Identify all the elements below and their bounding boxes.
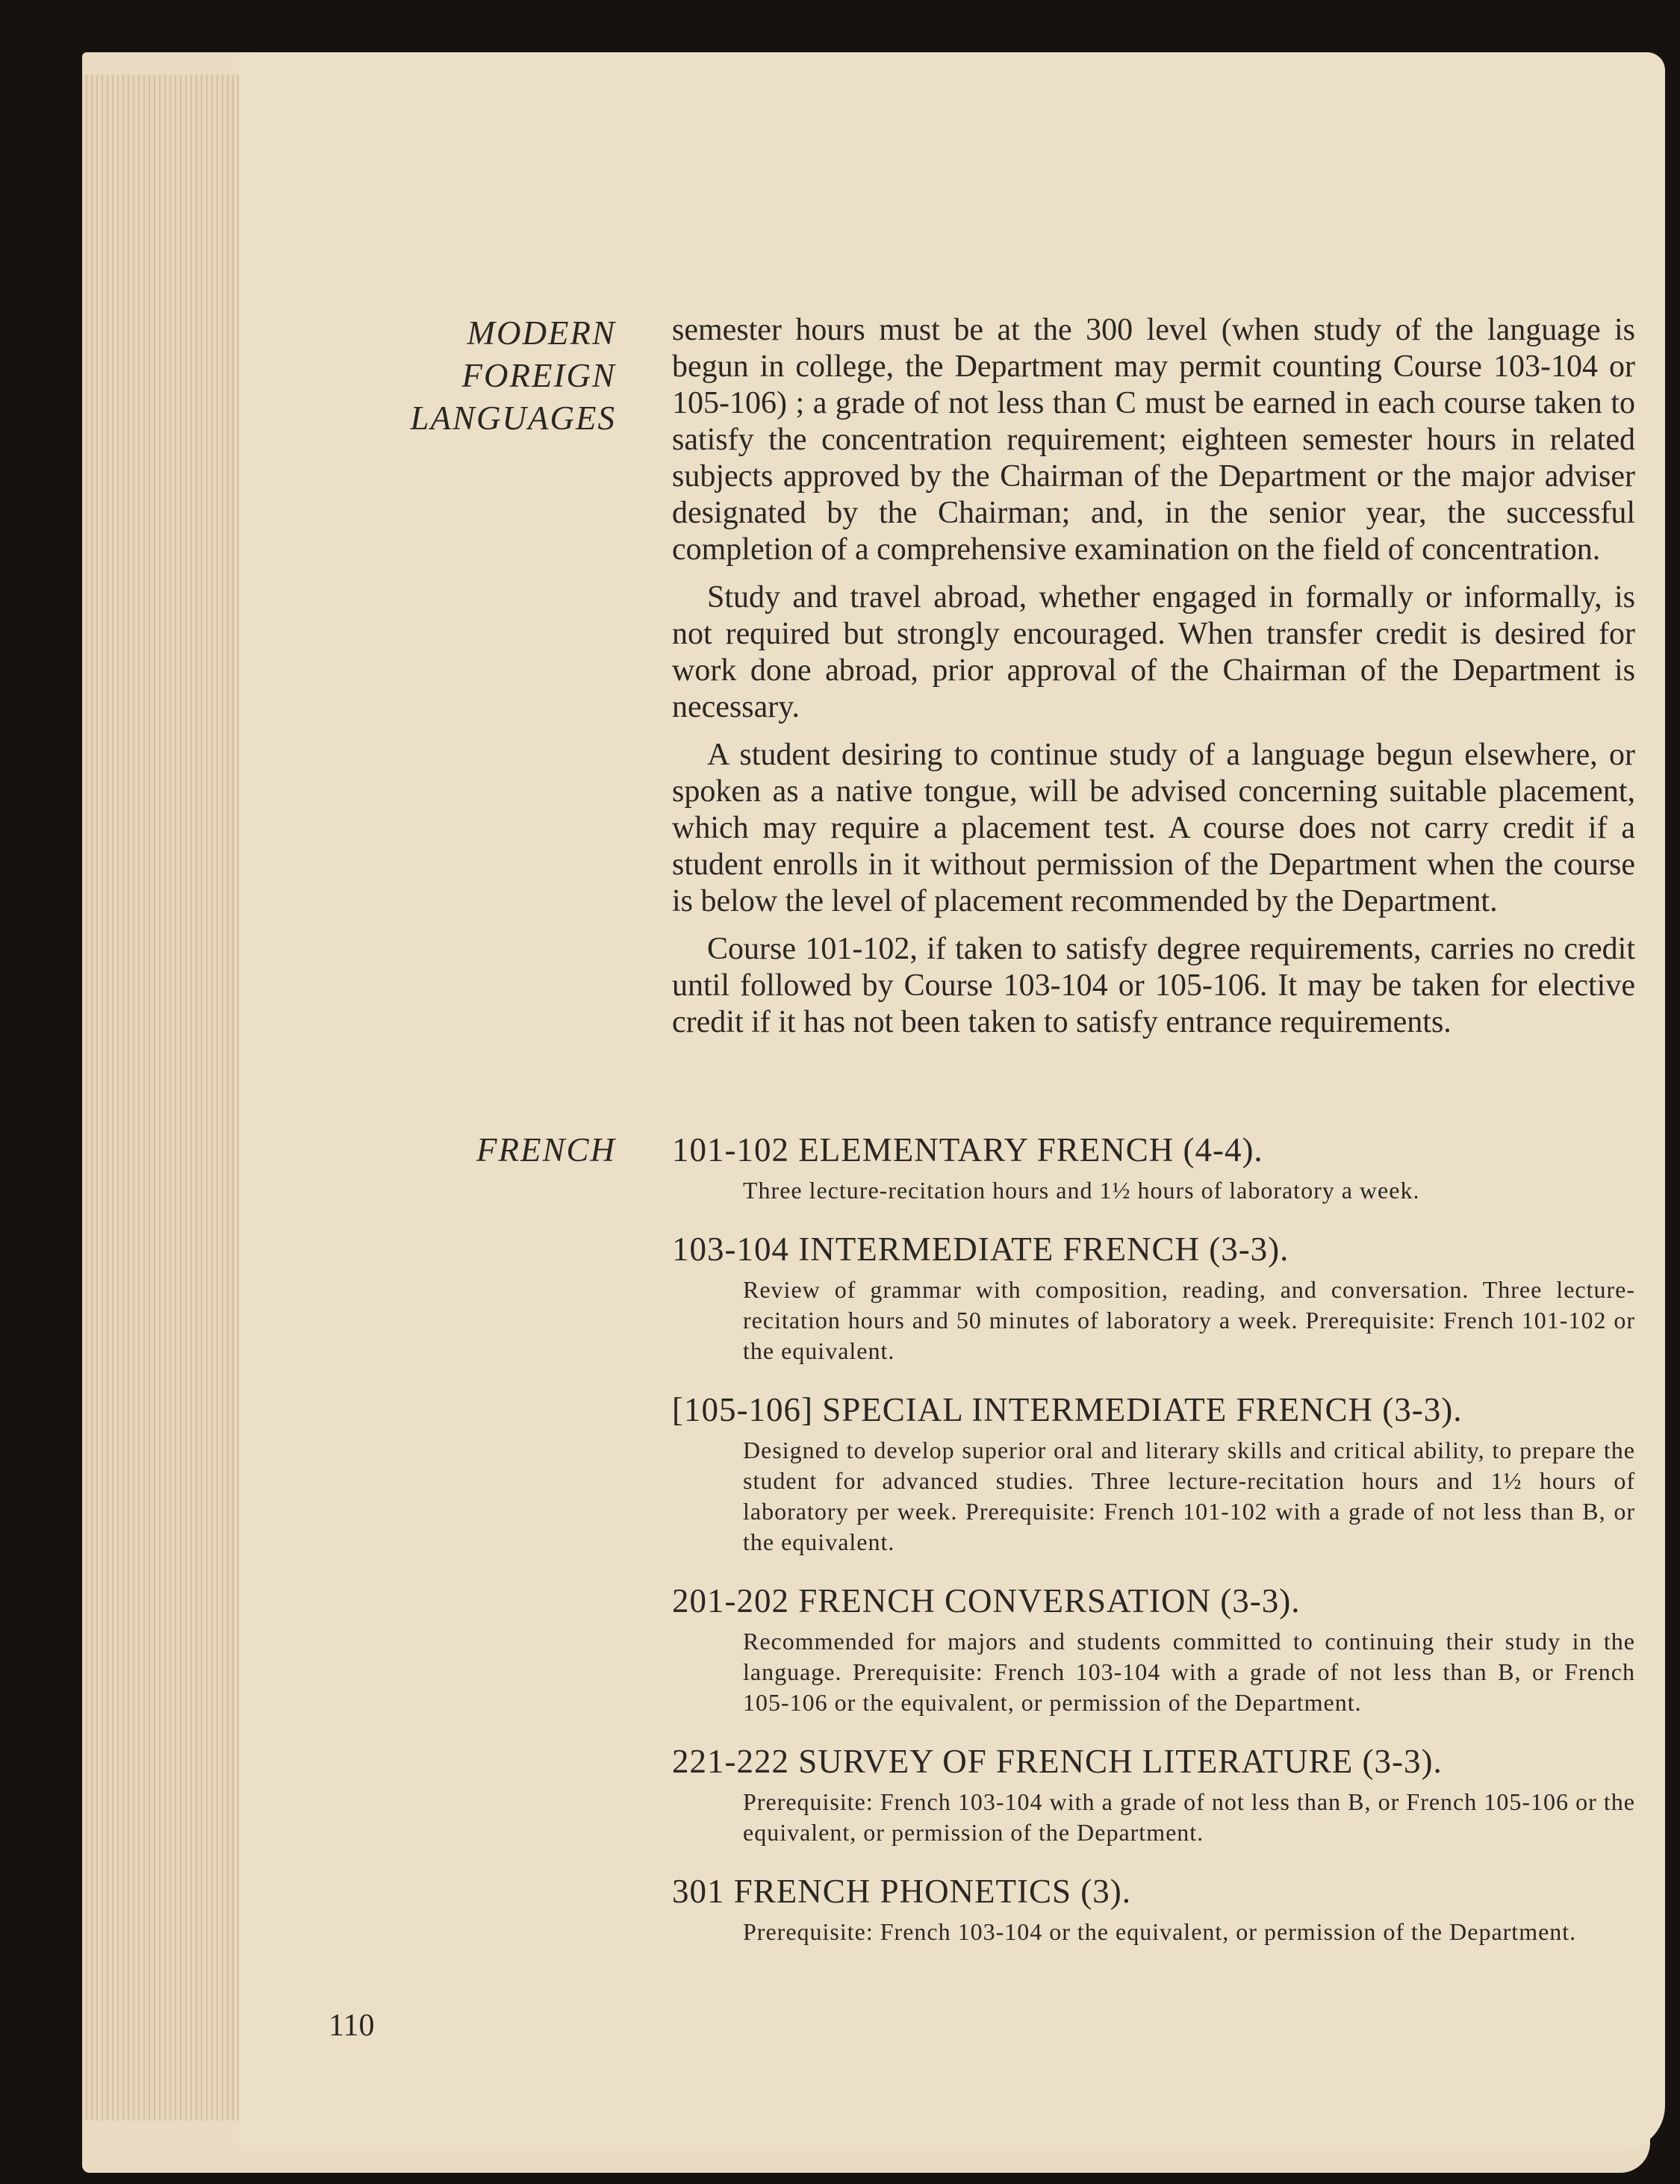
course-description: Prerequisite: French 103-104 with a grade of not less than B, or French 105-106 or the equivalent, or permission of the Department. (743, 1788, 1635, 1846)
subsection-heading: FRENCH (476, 1131, 616, 1169)
course-entry (672, 1870, 1635, 1947)
paragraph: semester hours must be at the 300 level (when study of the language is begun in college, the Department may permit counting Course 103-104 or 105-106) ; a grade of not less than C must be earned in each course taken to satisfy the concentration requirement; eighteen semester hours in related subjects approved by the Chairman of the Department or the major adviser designated by the Chairman; and, in the senior year, the successful completion of a comprehensive examination on the field of concentration. (672, 313, 1635, 567)
course-title: 103-104 INTERMEDIATE FRENCH (3-3). (672, 1231, 1289, 1268)
course-entry (672, 1740, 1635, 1848)
course-entry (672, 1228, 1635, 1366)
section-heading-line: LANGUAGES (410, 399, 616, 437)
course-entry (672, 1129, 1635, 1206)
course-title: 301 FRENCH PHONETICS (3). (672, 1873, 1132, 1910)
course-description: Designed to develop superior oral and literary skills and critical ability, to prepare the student for advanced studies. Three lecture-recitation hours and 1½ hours of laboratory per week. Prerequisite: French 101-102 with a grade of not less than B, or the equivalent. (743, 1437, 1635, 1555)
body-text (672, 312, 1635, 1052)
section-heading-line: FOREIGN (461, 357, 616, 394)
paragraph: Course 101-102, if taken to satisfy degree requirements, carries no credit until followed by Course 103-104 or 105-106. It may be taken for elective credit if it has not been taken to satisfy entrance requirements. (672, 932, 1635, 1039)
section-heading-line: MODERN (467, 314, 616, 352)
course-title: [105-106] SPECIAL INTERMEDIATE FRENCH (3-3). (672, 1391, 1463, 1428)
course-list (672, 1129, 1635, 1970)
page-edges (82, 75, 239, 2121)
course-description: Review of grammar with composition, reading, and conversation. Three lecture-recitation hours and 50 minutes of laboratory a week. Prerequisite: French 101-102 or the equivalent. (743, 1276, 1635, 1364)
paragraph: A student desiring to continue study of a language begun elsewhere, or spoken as a native tongue, will be advised concerning suitable placement, which may require a placement test. A course does not carry credit if a student enrolls in it without permission of the Department when the course is below the level of placement recommended by the Department. (672, 738, 1635, 918)
course-title: 101-102 ELEMENTARY FRENCH (4-4). (672, 1131, 1263, 1169)
page-number: 110 (329, 2009, 375, 2043)
course-title: 201-202 FRENCH CONVERSATION (3-3). (672, 1582, 1301, 1620)
course-entry (672, 1389, 1635, 1558)
course-title: 221-222 SURVEY OF FRENCH LITERATURE (3-3). (672, 1743, 1443, 1780)
section-heading (269, 312, 616, 440)
course-description: Recommended for majors and students committed to continuing their study in the language. Prerequisite: French 103-104 with a grade of not less than B, or French 105-106 or the equivalent, or permission of the Department. (743, 1628, 1635, 1716)
course-entry (672, 1580, 1635, 1718)
course-description: Prerequisite: French 103-104 or the equivalent, or permission of the Department. (743, 1918, 1577, 1945)
course-description: Three lecture-recitation hours and 1½ hours of laboratory a week. (743, 1177, 1420, 1204)
paragraph: Study and travel abroad, whether engaged in formally or informally, is not required but strongly encouraged. When transfer credit is desired for work done abroad, prior approval of the Chairman of the Department is necessary. (672, 580, 1635, 724)
